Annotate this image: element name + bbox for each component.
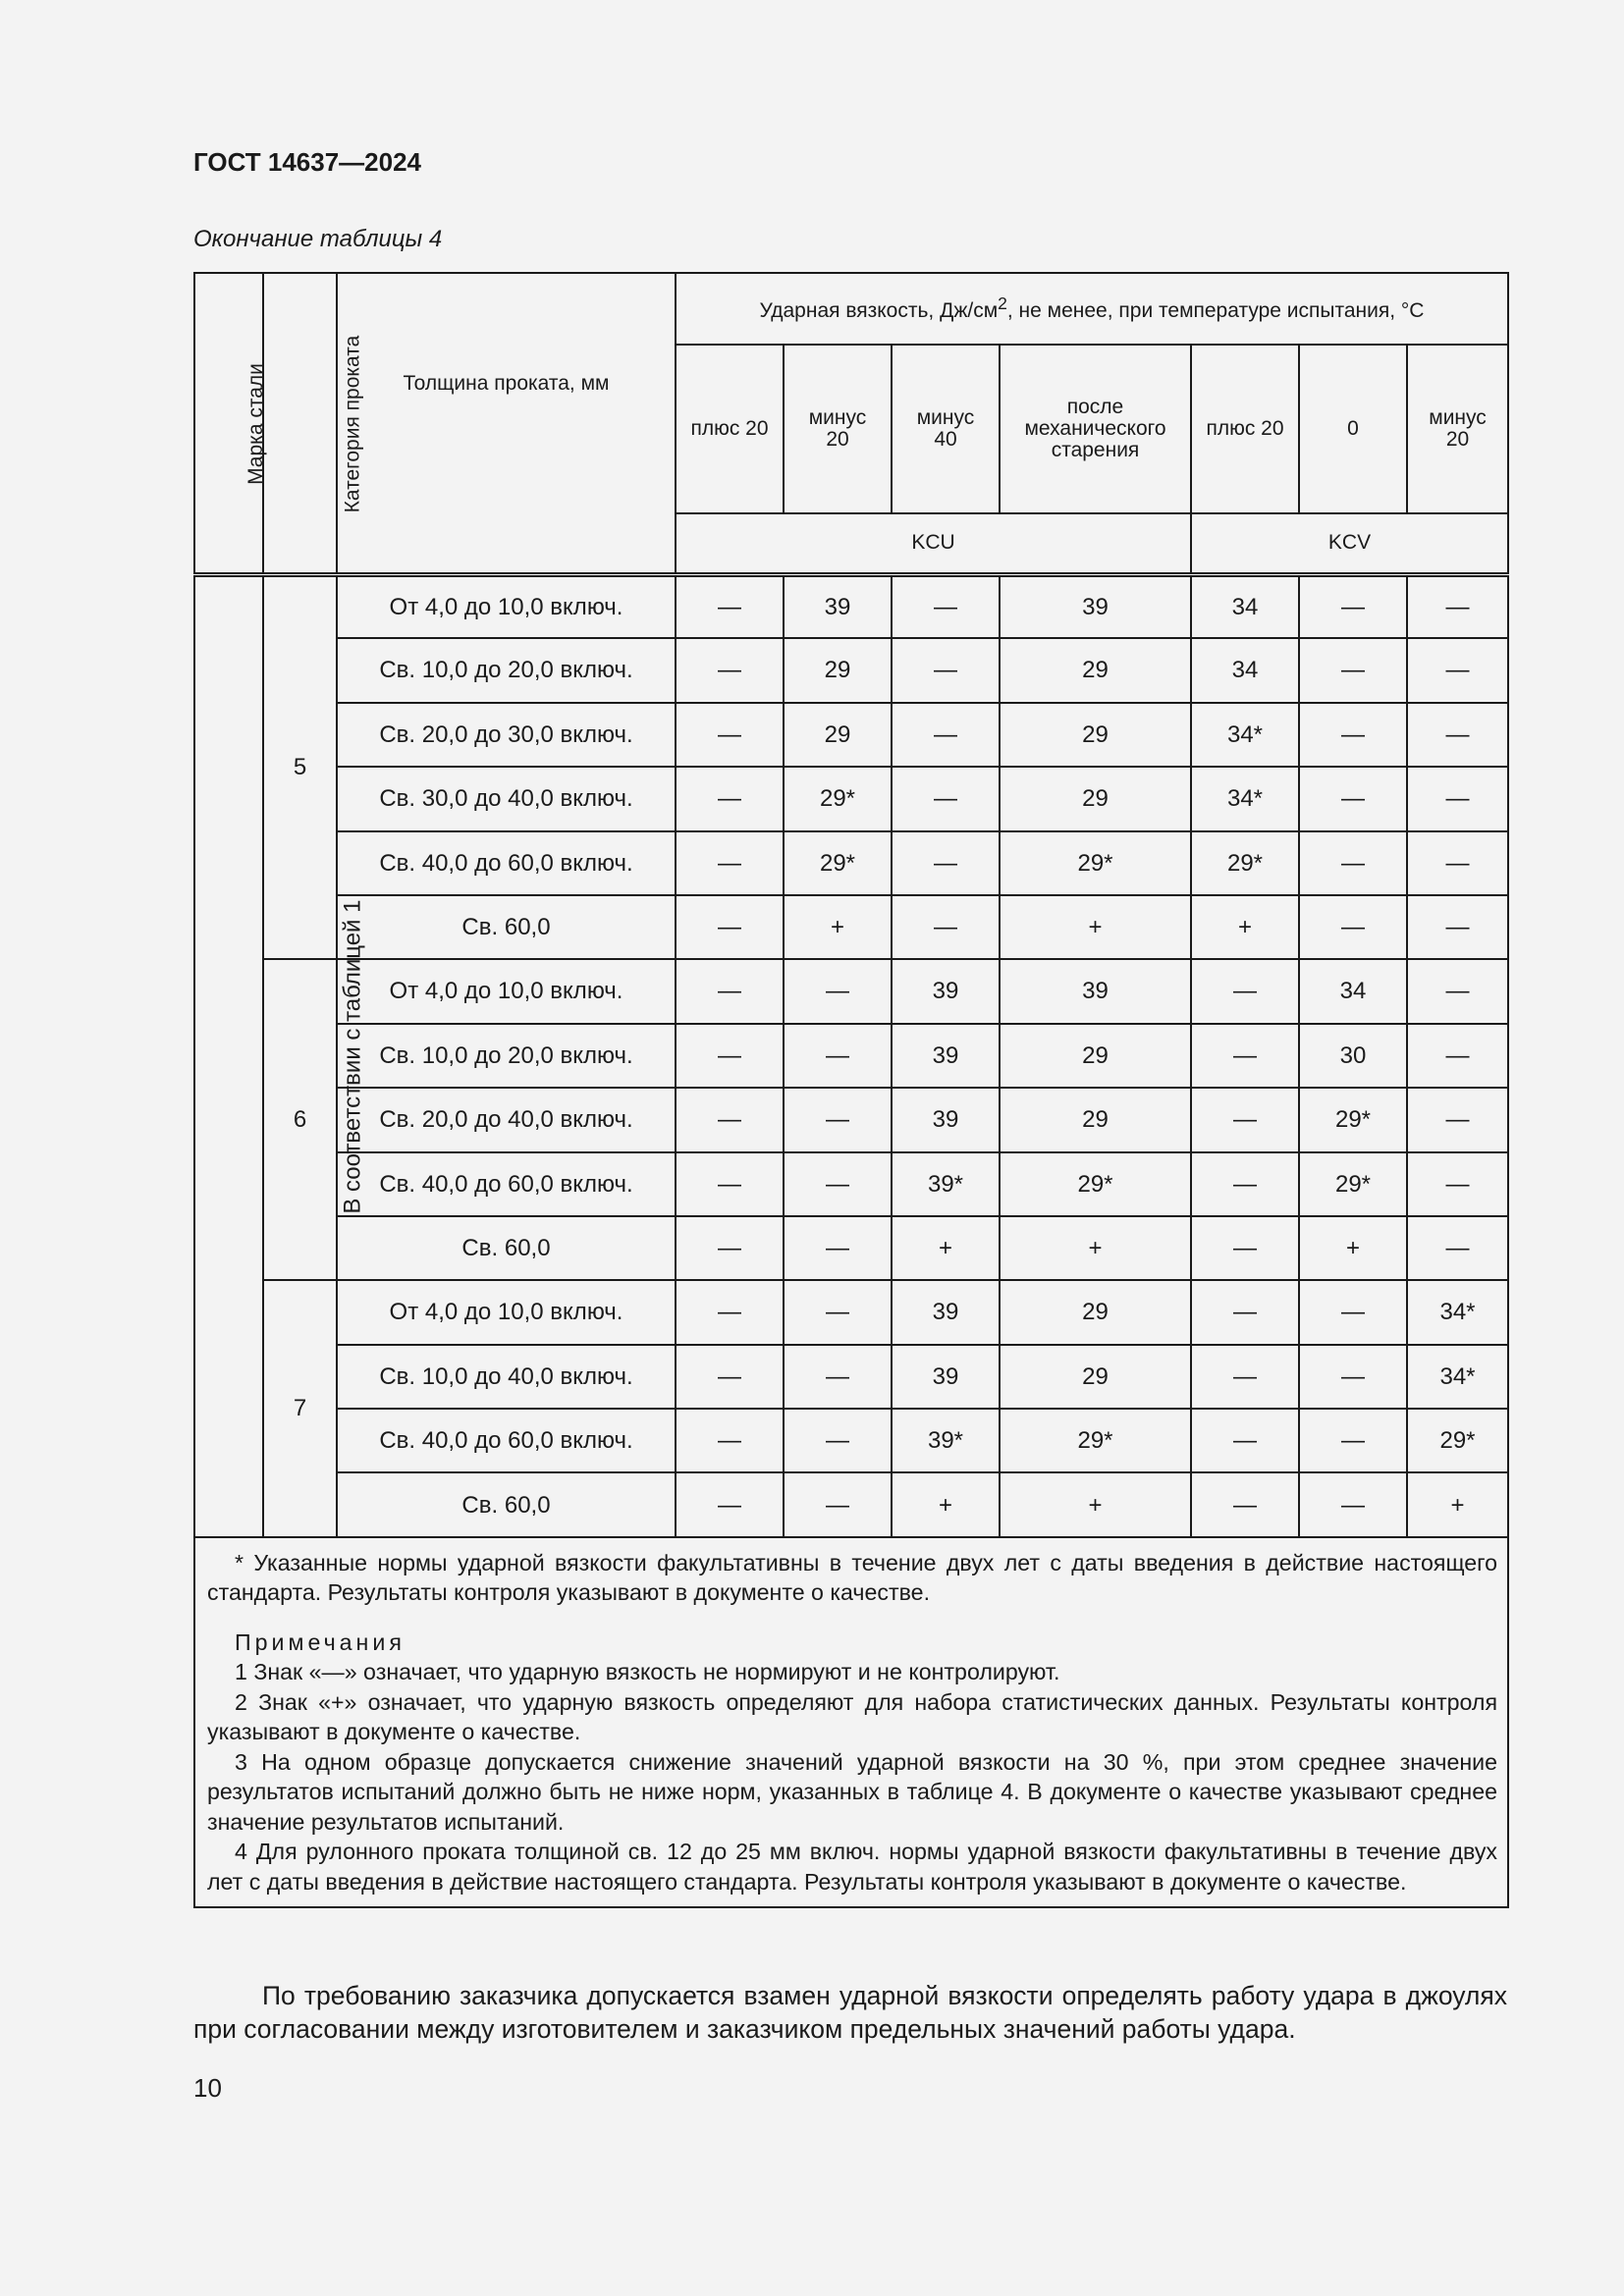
value-cell: 29* xyxy=(1299,1088,1407,1151)
value-cell: — xyxy=(1407,638,1508,702)
table-row xyxy=(194,895,1508,959)
impact-header xyxy=(676,273,1508,345)
table-row xyxy=(194,574,1508,638)
value-cell: — xyxy=(1191,1345,1299,1409)
table-row xyxy=(194,1345,1508,1409)
value-cell: — xyxy=(1299,638,1407,702)
value-cell: — xyxy=(1191,1152,1299,1216)
value-cell: — xyxy=(784,1216,892,1280)
table-row xyxy=(194,767,1508,830)
value-cell: — xyxy=(676,574,784,638)
thickness-cell: Св. 60,0 xyxy=(337,895,676,959)
value-cell: — xyxy=(676,1345,784,1409)
temp-header: плюс 20 xyxy=(1191,345,1299,513)
value-cell: 29 xyxy=(1000,703,1191,767)
value-cell: — xyxy=(892,831,1000,895)
value-cell: — xyxy=(1407,703,1508,767)
thickness-cell: Св. 40,0 до 60,0 включ. xyxy=(337,1152,676,1216)
value-cell: 29* xyxy=(784,767,892,830)
value-cell: — xyxy=(1299,1280,1407,1344)
value-cell: — xyxy=(784,1345,892,1409)
value-cell: — xyxy=(1299,1345,1407,1409)
impact-header-text-post: , не менее, при температуре испытания, °С xyxy=(1006,299,1425,323)
footnote: * Указанные нормы ударной вязкости факультативны в течение двух лет с даты введения в действие настоящего стандарта. Результаты контроля указывают в документе о качестве. xyxy=(207,1549,1498,1606)
value-cell: 39 xyxy=(892,1345,1000,1409)
col-header-steel-text: Марка стали xyxy=(244,363,267,486)
group-header-kcu: KCU xyxy=(676,513,1191,574)
value-cell: — xyxy=(676,1088,784,1151)
value-cell: 29 xyxy=(784,703,892,767)
value-cell: 34 xyxy=(1191,638,1299,702)
table-row xyxy=(194,1024,1508,1088)
temp-header: 0 xyxy=(1299,345,1407,513)
value-cell: — xyxy=(1407,831,1508,895)
note-item: 2 Знак «+» означает, что ударную вязкость определяют для набора статистических данных. Результаты контроля указывают в документе о качестве. xyxy=(207,1688,1498,1745)
value-cell: — xyxy=(1191,1472,1299,1536)
col-header-thickness-text: Толщина проката, мм xyxy=(403,371,610,395)
value-cell: — xyxy=(1191,1280,1299,1344)
value-cell: — xyxy=(1407,959,1508,1023)
value-cell: 34* xyxy=(1191,767,1299,830)
value-cell: — xyxy=(676,703,784,767)
temp-header-text: после механического старения xyxy=(1024,395,1166,462)
value-cell: 29 xyxy=(1000,767,1191,830)
value-cell: — xyxy=(784,959,892,1023)
value-cell: 29* xyxy=(1407,1409,1508,1472)
value-cell: — xyxy=(1407,767,1508,830)
value-cell: — xyxy=(1299,767,1407,830)
value-cell: — xyxy=(892,638,1000,702)
value-cell: — xyxy=(892,895,1000,959)
value-cell: — xyxy=(676,1152,784,1216)
value-cell: — xyxy=(1191,959,1299,1023)
value-cell: 30 xyxy=(1299,1024,1407,1088)
thickness-cell: Св. 10,0 до 20,0 включ. xyxy=(337,638,676,702)
value-cell: — xyxy=(676,1280,784,1344)
value-cell: 29* xyxy=(784,831,892,895)
value-cell: + xyxy=(892,1472,1000,1536)
thickness-cell: Св. 10,0 до 20,0 включ. xyxy=(337,1024,676,1088)
steel-grade-cell xyxy=(194,574,366,1537)
value-cell: — xyxy=(892,703,1000,767)
value-cell: — xyxy=(1407,1024,1508,1088)
category-cell: 7 xyxy=(263,1280,337,1537)
thickness-cell: Св. 40,0 до 60,0 включ. xyxy=(337,1409,676,1472)
table-row xyxy=(194,1280,1508,1344)
table-row xyxy=(194,1088,1508,1151)
value-cell: — xyxy=(784,1088,892,1151)
value-cell: 39 xyxy=(892,959,1000,1023)
table-row xyxy=(194,1216,1508,1280)
col-header-category-text: Категория проката xyxy=(341,335,364,513)
col-header-steel xyxy=(194,273,267,574)
notes-cell xyxy=(194,1537,1508,1908)
value-cell: — xyxy=(1299,895,1407,959)
value-cell: — xyxy=(1407,895,1508,959)
value-cell: — xyxy=(1407,1088,1508,1151)
category-cell: 6 xyxy=(263,959,337,1280)
value-cell: 29* xyxy=(1000,1409,1191,1472)
thickness-cell: Св. 20,0 до 30,0 включ. xyxy=(337,703,676,767)
value-cell: 34 xyxy=(1299,959,1407,1023)
value-cell: — xyxy=(676,1024,784,1088)
value-cell: — xyxy=(784,1472,892,1536)
value-cell: — xyxy=(892,574,1000,638)
value-cell: 29* xyxy=(1000,831,1191,895)
value-cell: + xyxy=(1191,895,1299,959)
value-cell: — xyxy=(1299,1472,1407,1536)
value-cell: 39* xyxy=(892,1152,1000,1216)
col-header-category xyxy=(263,273,364,574)
value-cell: 39 xyxy=(1000,959,1191,1023)
temp-header: плюс 20 xyxy=(676,345,784,513)
value-cell: — xyxy=(784,1280,892,1344)
value-cell: 34 xyxy=(1191,574,1299,638)
value-cell: 29 xyxy=(1000,1345,1191,1409)
value-cell: — xyxy=(1407,1152,1508,1216)
value-cell: 39 xyxy=(784,574,892,638)
value-cell: 39 xyxy=(892,1280,1000,1344)
value-cell: 39 xyxy=(1000,574,1191,638)
value-cell: 29 xyxy=(1000,1088,1191,1151)
value-cell: 29 xyxy=(784,638,892,702)
value-cell: — xyxy=(676,895,784,959)
value-cell: — xyxy=(784,1152,892,1216)
temp-header xyxy=(892,345,1000,513)
value-cell: — xyxy=(1299,574,1407,638)
thickness-cell: От 4,0 до 10,0 включ. xyxy=(337,1280,676,1344)
value-cell: — xyxy=(676,1216,784,1280)
value-cell: + xyxy=(1000,1216,1191,1280)
value-cell: — xyxy=(784,1409,892,1472)
thickness-cell: От 4,0 до 10,0 включ. xyxy=(337,959,676,1023)
value-cell: 29* xyxy=(1191,831,1299,895)
thickness-cell: От 4,0 до 10,0 включ. xyxy=(337,574,676,638)
value-cell: 39 xyxy=(892,1088,1000,1151)
notes-row xyxy=(194,1537,1508,1908)
table-caption: Окончание таблицы 4 xyxy=(193,226,443,252)
thickness-cell: Св. 30,0 до 40,0 включ. xyxy=(337,767,676,830)
value-cell: — xyxy=(784,1024,892,1088)
notes-heading: Примечания xyxy=(235,1629,406,1655)
table-row xyxy=(194,1152,1508,1216)
steel-grade-text: В соответствии с таблицей 1 xyxy=(339,899,366,1214)
table-row xyxy=(194,703,1508,767)
value-cell: 29* xyxy=(1000,1152,1191,1216)
group-header-kcv: KCV xyxy=(1191,513,1508,574)
temp-header-text: минус 40 xyxy=(916,405,975,451)
temp-header xyxy=(1000,345,1191,513)
value-cell: — xyxy=(676,831,784,895)
value-cell: — xyxy=(1407,1216,1508,1280)
value-cell: + xyxy=(1000,1472,1191,1536)
value-cell: — xyxy=(676,638,784,702)
temp-header xyxy=(784,345,892,513)
value-cell: — xyxy=(1299,703,1407,767)
value-cell: 34* xyxy=(1191,703,1299,767)
thickness-cell: Св. 60,0 xyxy=(337,1472,676,1536)
value-cell: 34* xyxy=(1407,1280,1508,1344)
document-code: ГОСТ 14637—2024 xyxy=(193,147,421,177)
value-cell: — xyxy=(1191,1024,1299,1088)
value-cell: 34* xyxy=(1407,1345,1508,1409)
impact-header-sup: 2 xyxy=(998,294,1007,314)
value-cell: + xyxy=(1407,1472,1508,1536)
thickness-cell: Св. 60,0 xyxy=(337,1216,676,1280)
value-cell: 29* xyxy=(1299,1152,1407,1216)
table-row xyxy=(194,638,1508,702)
category-cell: 5 xyxy=(263,574,337,959)
value-cell: — xyxy=(1299,831,1407,895)
value-cell: — xyxy=(892,767,1000,830)
value-cell: 29 xyxy=(1000,638,1191,702)
table-row xyxy=(194,1409,1508,1472)
temp-header-text: минус 20 xyxy=(808,405,867,451)
value-cell: — xyxy=(676,1409,784,1472)
value-cell: — xyxy=(1299,1409,1407,1472)
table-row xyxy=(194,831,1508,895)
thickness-cell: Св. 10,0 до 40,0 включ. xyxy=(337,1345,676,1409)
thickness-cell: Св. 20,0 до 40,0 включ. xyxy=(337,1088,676,1151)
value-cell: 29 xyxy=(1000,1024,1191,1088)
value-cell: + xyxy=(784,895,892,959)
table-row xyxy=(194,959,1508,1023)
note-item: 3 На одном образце допускается снижение значений ударной вязкости на 30 %, при этом среднее значение результатов испытаний должно быть не ниже норм, указанных в таблице 4. В документе о качестве указывают среднее значение результатов испытаний. xyxy=(207,1748,1498,1835)
note-item: 4 Для рулонного проката толщиной св. 12 до 25 мм включ. нормы ударной вязкости факультативны в течение двух лет с даты введения в действие настоящего стандарта. Результаты контроля указывают в документе о качестве. xyxy=(207,1839,1498,1895)
temp-header-text: минус 20 xyxy=(1429,405,1487,451)
value-cell: + xyxy=(1000,895,1191,959)
value-cell: — xyxy=(1407,574,1508,638)
page-number: 10 xyxy=(193,2073,222,2103)
value-cell: — xyxy=(676,1472,784,1536)
impact-header-text: Ударная вязкость, Дж/см xyxy=(759,299,999,323)
value-cell: 39 xyxy=(892,1024,1000,1088)
impact-toughness-table xyxy=(193,272,1509,1908)
col-header-thickness xyxy=(337,273,676,574)
note-item: 1 Знак «—» означает, что ударную вязкость не нормируют и не контролируют. xyxy=(235,1659,1060,1685)
value-cell: — xyxy=(1191,1409,1299,1472)
value-cell: — xyxy=(1191,1088,1299,1151)
value-cell: 29 xyxy=(1000,1280,1191,1344)
table-row xyxy=(194,1472,1508,1536)
value-cell: + xyxy=(1299,1216,1407,1280)
value-cell: — xyxy=(1191,1216,1299,1280)
value-cell: — xyxy=(676,767,784,830)
value-cell: 39* xyxy=(892,1409,1000,1472)
temp-header xyxy=(1407,345,1508,513)
thickness-cell: Св. 40,0 до 60,0 включ. xyxy=(337,831,676,895)
value-cell: — xyxy=(676,959,784,1023)
value-cell: + xyxy=(892,1216,1000,1280)
body-paragraph: По требованию заказчика допускается взамен ударной вязкости определять работу удара в джоулях при согласовании между изготовителем и заказчиком предельных значений работы удара. xyxy=(193,1981,1507,2044)
